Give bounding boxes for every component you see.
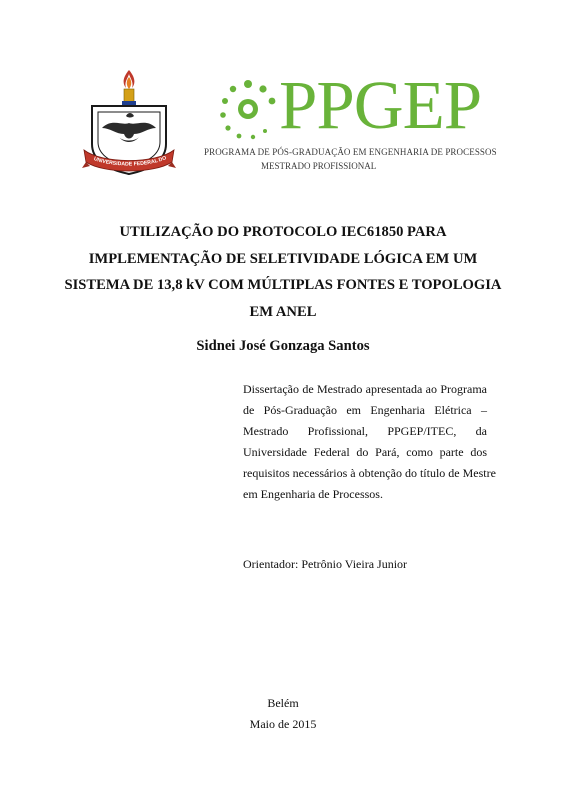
note-line: Mestrado Profissional, PPGEP/ITEC, da xyxy=(243,424,487,438)
note-line: em Engenharia de Processos. xyxy=(243,487,383,501)
university-crest-logo xyxy=(82,68,176,180)
ppgep-logo-subtitle-2: MESTRADO PROFISSIONAL xyxy=(261,161,377,171)
document-title xyxy=(60,219,506,325)
date: Maio de 2015 xyxy=(249,717,317,731)
title-line: EM ANEL xyxy=(249,303,317,320)
note-line: Universidade Federal do Pará, como parte dos xyxy=(243,445,487,459)
ppgep-dots-icon xyxy=(217,78,279,140)
ppgep-logo-subtitle: PROGRAMA DE PÓS-GRADUAÇÃO EM ENGENHARIA DE PROCESSOS xyxy=(204,147,497,157)
note-line: de Pós-Graduação em Engenharia Elétrica – xyxy=(243,403,487,417)
author-name: Sidnei José Gonzaga Santos xyxy=(196,338,370,354)
ppgep-logo-text: PPGEP xyxy=(279,67,482,143)
footer-place-date xyxy=(0,693,566,735)
title-line: SISTEMA DE 13,8 kV COM MÚLTIPLAS FONTES E TOPOLOGIA xyxy=(64,277,502,293)
note-line: Dissertação de Mestrado apresentada ao Programa xyxy=(243,382,487,396)
city: Belém xyxy=(267,696,299,710)
title-line: UTILIZAÇÃO DO PROTOCOLO IEC61850 PARA xyxy=(119,224,447,240)
svg-text:UNIVERSIDADE FEDERAL DO PARÁ: UNIVERSIDADE FEDERAL DO xyxy=(92,155,168,168)
note-line: requisitos necessários à obtenção do título de Mestre xyxy=(243,466,496,480)
advisor: Orientador: Petrônio Vieira Junior xyxy=(243,557,408,571)
title-line: IMPLEMENTAÇÃO DE SELETIVIDADE LÓGICA EM UM xyxy=(88,250,478,267)
dissertation-note xyxy=(243,379,496,505)
